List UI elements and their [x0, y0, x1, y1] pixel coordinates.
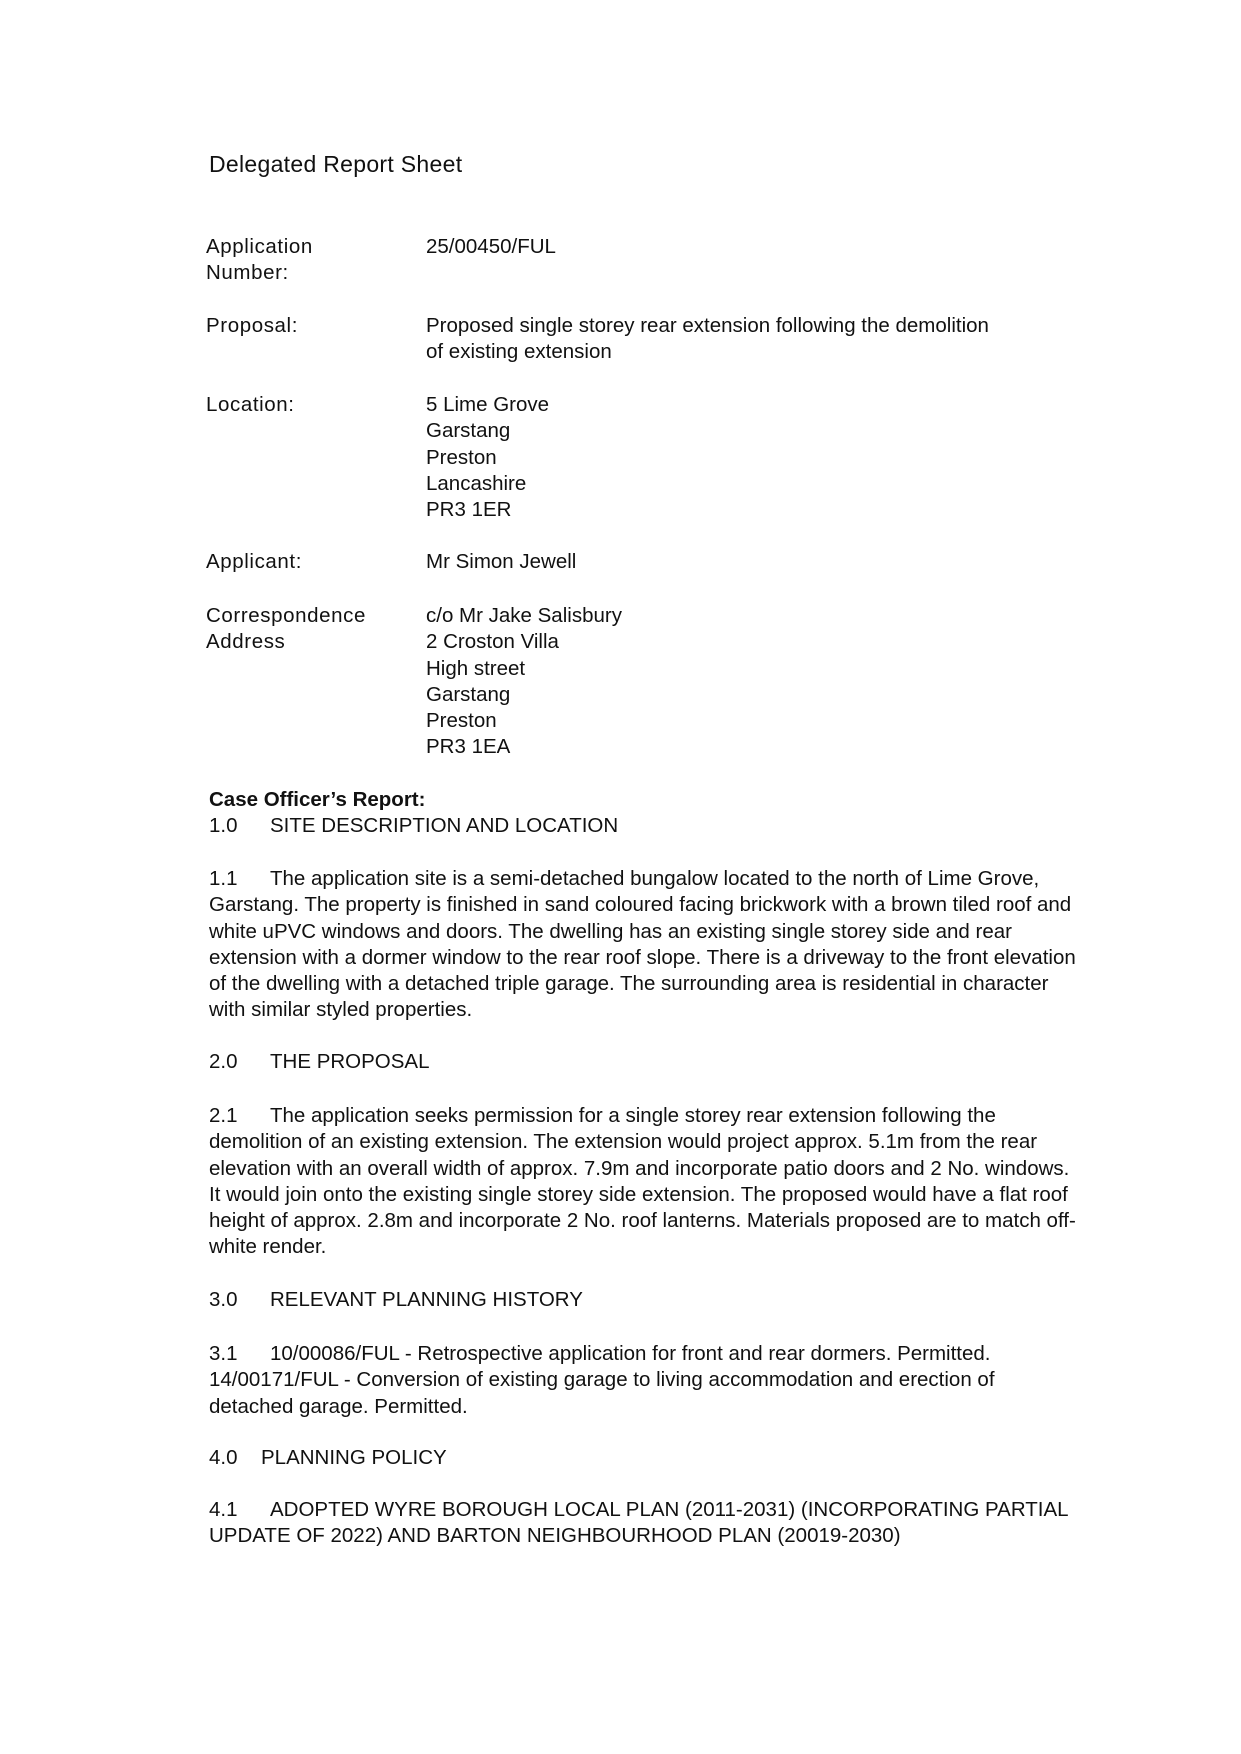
paragraph-line: of the dwelling with a detached triple garage. The surrounding area is residential in character — [209, 972, 1049, 996]
proposal-label — [206, 313, 298, 339]
paragraph-line — [209, 1497, 1189, 1523]
correspondence-label — [206, 603, 366, 656]
paragraph-line: detached garage. Permitted. — [209, 1394, 468, 1418]
paragraph-number: 3.1 — [209, 1342, 238, 1365]
label-line: Proposal: — [206, 314, 299, 337]
line-text: 10/00086/FUL - Retrospective application for front and rear dormers. Permitted. — [270, 1342, 991, 1365]
paragraph-line: extension with a dormer window to the rear roof slope. There is a driveway to the front elevation — [209, 945, 1076, 969]
paragraph-line: elevation with an overall width of approx. 7.9m and incorporate patio doors and 2 No. windows. — [209, 1156, 1070, 1180]
application-number-value — [426, 234, 556, 260]
location-label — [206, 392, 295, 418]
paragraph-4-1 — [209, 1497, 1189, 1550]
paragraph-line: UPDATE OF 2022) AND BARTON NEIGHBOURHOOD PLAN (20019-2030) — [209, 1524, 901, 1548]
label-line: Address — [206, 630, 286, 654]
value-line: Mr Simon Jewell — [426, 550, 577, 573]
paragraph-2-1 — [209, 1103, 1189, 1261]
value-line: 25/00450/FUL — [426, 235, 556, 258]
value-line: Lancashire — [426, 471, 527, 495]
paragraph-line: height of approx. 2.8m and incorporate 2 No. roof lanterns. Materials proposed are to match off- — [209, 1209, 1076, 1233]
paragraph-line: white uPVC windows and doors. The dwelling has an existing single storey side and rear — [209, 919, 1012, 943]
value-line: High street — [426, 656, 526, 680]
paragraph-line: with similar styled properties. — [209, 998, 473, 1022]
paragraph-number: 2.1 — [209, 1104, 238, 1127]
value-line: Proposed single storey rear extension following the demolition — [426, 314, 989, 337]
value-line: Garstang — [426, 419, 511, 443]
value-line: c/o Mr Jake Salisbury — [426, 604, 622, 627]
document-title: Delegated Report Sheet — [209, 151, 463, 177]
section-4-heading — [209, 1445, 1189, 1471]
paragraph-number: 4.1 — [209, 1498, 238, 1521]
section-3-heading — [209, 1287, 1189, 1313]
value-line: PR3 1EA — [426, 735, 511, 759]
value-line: of existing extension — [426, 340, 612, 364]
section-title: SITE DESCRIPTION AND LOCATION — [270, 814, 619, 838]
section-number: 3.0 — [209, 1288, 238, 1311]
section-number: 4.0 — [209, 1446, 238, 1469]
location-value — [426, 392, 549, 523]
proposal-value — [426, 313, 989, 366]
correspondence-value — [426, 603, 622, 761]
paragraph-line — [209, 1341, 1189, 1367]
paragraph-line — [209, 1103, 1189, 1129]
section-heading — [209, 813, 1189, 839]
label-line: Correspondence — [206, 604, 366, 627]
value-line: Preston — [426, 709, 497, 733]
line-text: ADOPTED WYRE BOROUGH LOCAL PLAN (2011-2031) (INCORPORATING PARTIAL — [270, 1498, 1069, 1521]
case-officer-report — [209, 787, 1189, 840]
paragraph-line: It would join onto the existing single storey side extension. The proposed would have a flat roof — [209, 1182, 1068, 1206]
paragraph-3-1 — [209, 1341, 1189, 1420]
paragraph-1-1 — [209, 866, 1189, 1024]
paragraph-number: 1.1 — [209, 867, 238, 890]
applicant-label — [206, 549, 302, 575]
section-title: RELEVANT PLANNING HISTORY — [270, 1288, 583, 1311]
applicant-value — [426, 549, 576, 575]
paragraph-line — [209, 866, 1189, 892]
application-number-label — [206, 234, 313, 287]
section-title: THE PROPOSAL — [270, 1050, 430, 1073]
section-number: 2.0 — [209, 1050, 238, 1073]
value-line: PR3 1ER — [426, 498, 512, 522]
label-line: Applicant: — [206, 550, 303, 573]
paragraph-line: Garstang. The property is finished in sand coloured facing brickwork with a brown tiled roof and — [209, 893, 1072, 917]
report-heading: Case Officer’s Report: — [209, 788, 426, 811]
label-line: Location: — [206, 393, 295, 416]
value-line: Preston — [426, 445, 497, 469]
value-line: 5 Lime Grove — [426, 393, 550, 416]
value-line: Garstang — [426, 682, 511, 706]
paragraph-line: demolition of an existing extension. The extension would project approx. 5.1m from the rear — [209, 1130, 1038, 1154]
label-line: Number: — [206, 261, 289, 285]
paragraph-line: 14/00171/FUL - Conversion of existing garage to living accommodation and erection of — [209, 1368, 995, 1392]
line-text: The application site is a semi-detached bungalow located to the north of Lime Grove, — [270, 867, 1040, 890]
label-line: Application — [206, 235, 313, 258]
section-title: PLANNING POLICY — [261, 1446, 447, 1469]
value-line: 2 Croston Villa — [426, 630, 559, 654]
section-2-heading — [209, 1049, 1189, 1075]
paragraph-line: white render. — [209, 1235, 327, 1259]
line-text: The application seeks permission for a single storey rear extension following the — [270, 1104, 996, 1127]
section-number: 1.0 — [209, 814, 238, 838]
